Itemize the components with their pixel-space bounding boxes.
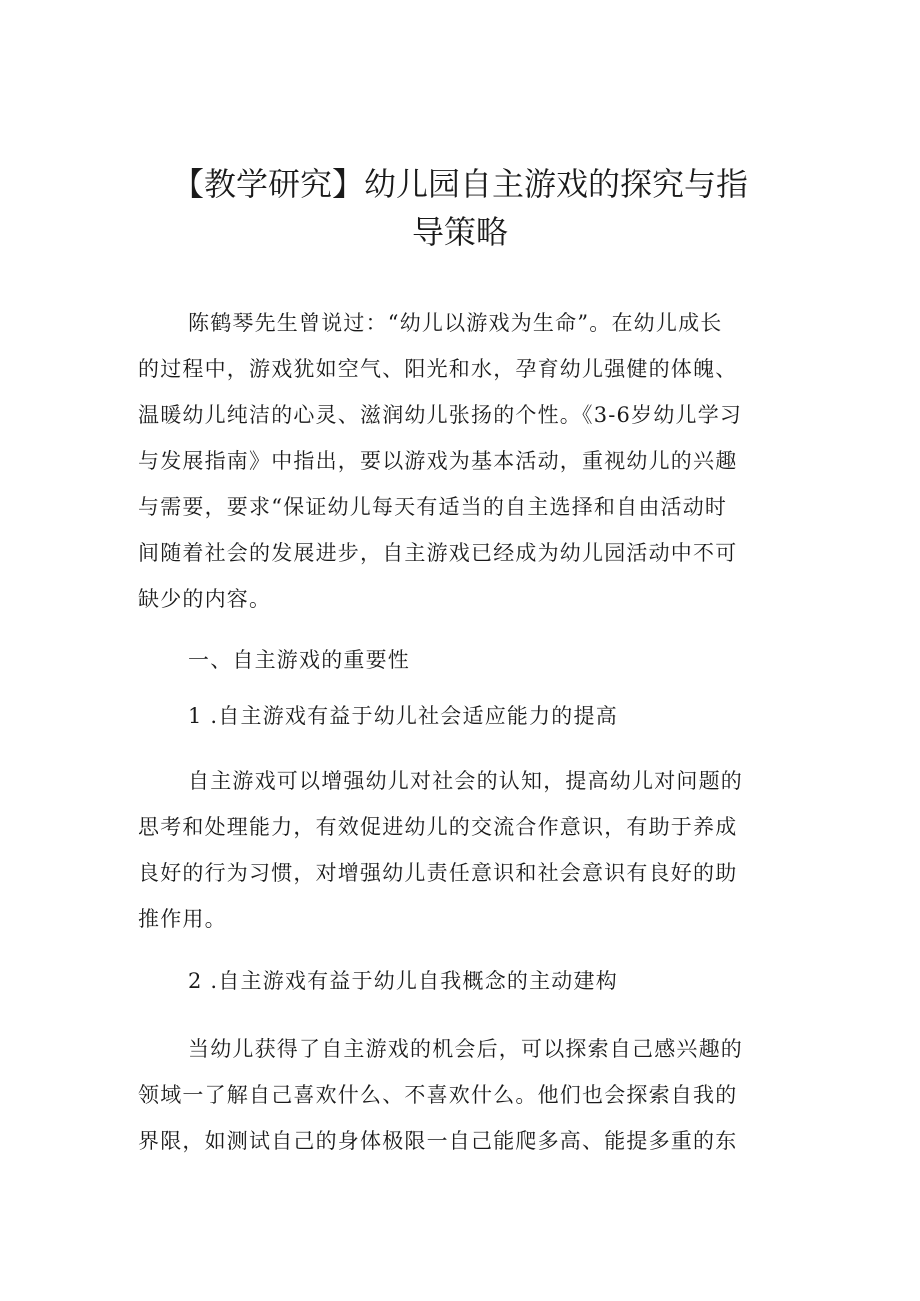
subsection-2-paragraph (138, 1026, 774, 1164)
title-line-1: 【教学研究】幼儿园自主游戏的探究与指 (171, 165, 748, 203)
section-heading: 一、自主游戏的重要性 (188, 648, 410, 672)
text-line: 自主游戏可以增强幼儿对社会的认知，提高幼儿对问题的 (188, 769, 743, 793)
text-line: 间随着社会的发展进步，自主游戏已经成为幼儿园活动中不可 (138, 541, 738, 565)
text-line: 领域一了解自己喜欢什么、不喜欢什么。他们也会探索自我的 (138, 1083, 738, 1107)
text-line: 思考和处理能力，有效促进幼儿的交流合作意识，有助于养成 (138, 815, 738, 839)
subsection-1-paragraph (138, 758, 774, 942)
intro-paragraph (138, 300, 774, 622)
text-line: 缺少的内容。 (138, 587, 272, 611)
text-line: 当幼儿获得了自主游戏的机会后，可以探索自己感兴趣的 (188, 1037, 743, 1061)
title-line-2: 导策略 (411, 213, 508, 251)
text-line: 陈鹤琴先生曾说过：“幼儿以游戏为生命”。在幼儿成长 (188, 311, 723, 335)
text-line: 与需要，要求“保证幼儿每天有适当的自主选择和自由活动时 (138, 495, 728, 519)
text-line: 的过程中，游戏犹如空气、阳光和水，孕育幼儿强健的体魄、 (138, 357, 738, 381)
text-line: 温暖幼儿纯洁的心灵、滋润幼儿张扬的个性。《3-6岁幼儿学习 (138, 403, 743, 427)
subsection-heading-2: 2 .自主游戏有益于幼儿自我概念的主动建构 (188, 969, 618, 993)
text-line: 推作用。 (138, 907, 227, 931)
document-title (140, 160, 780, 256)
text-line: 与发展指南》中指出，要以游戏为基本活动，重视幼儿的兴趣 (138, 449, 738, 473)
text-line: 良好的行为习惯，对增强幼儿责任意识和社会意识有良好的助 (138, 861, 738, 885)
text-line: 界限，如测试自己的身体极限一自己能爬多高、能提多重的东 (138, 1129, 738, 1153)
subsection-heading-1: 1 .自主游戏有益于幼儿社会适应能力的提高 (188, 704, 618, 728)
